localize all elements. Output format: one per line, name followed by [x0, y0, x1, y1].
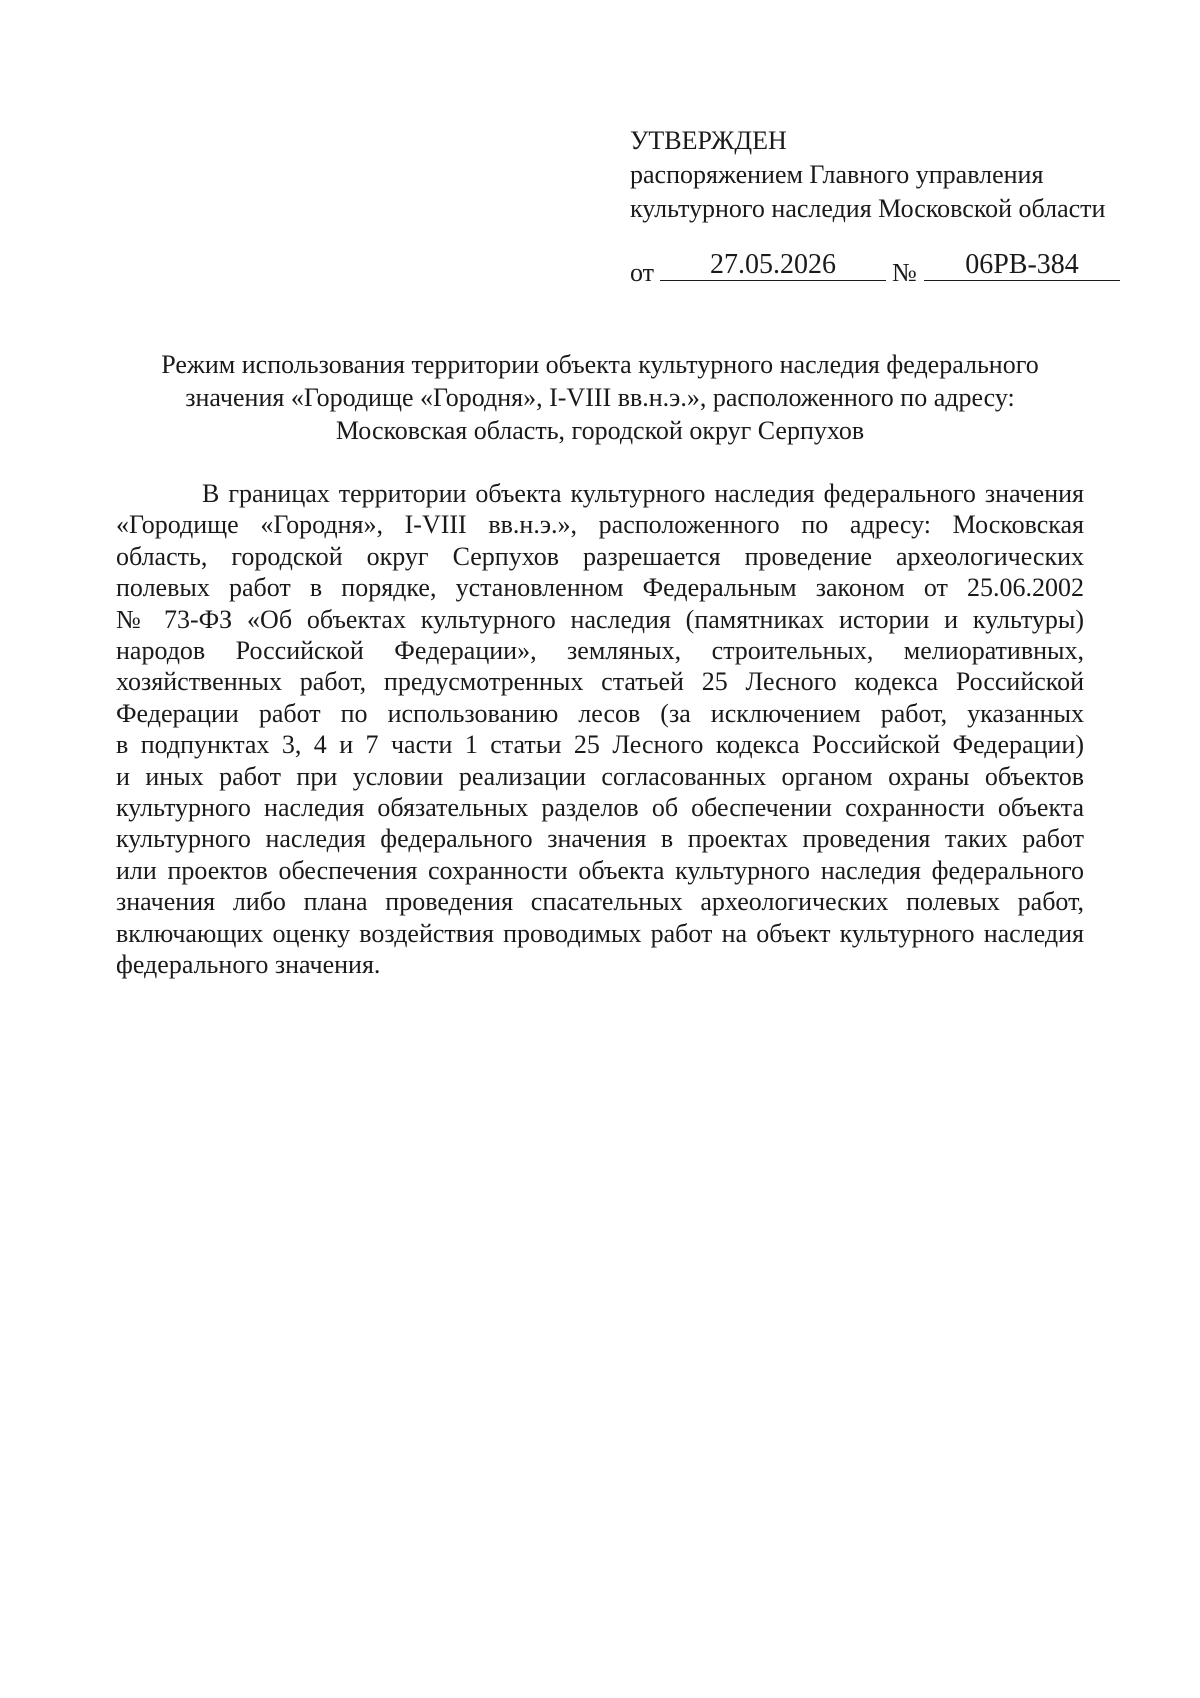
from-label: от	[630, 258, 655, 287]
approval-date-row	[630, 250, 1130, 286]
body-line: полевых работ в порядке, установленном Федеральным законом от 25.06.2002	[116, 573, 1084, 603]
body-line: Федерации работ по использованию лесов (за исключением работ, указанных	[116, 698, 1084, 728]
body-line: № 73-ФЗ «Об объектах культурного наследия (памятниках истории и культуры)	[116, 604, 1084, 634]
document-title	[116, 348, 1084, 447]
title-line: Московская область, городской округ Серпухов	[335, 416, 865, 445]
body-line: федерального значения.	[116, 950, 381, 980]
body-line: область, городской округ Серпухов разрешается проведение археологических	[116, 541, 1084, 571]
body-line: и иных работ при условии реализации согласованных органом охраны объектов	[116, 761, 1084, 791]
body-line: «Городище «Городня», I-VIII вв.н.э.», расположенного по адресу: Московская	[116, 510, 1084, 540]
body-line: в подпунктах 3, 4 и 7 части 1 статьи 25 Лесного кодекса Российской Федерации)	[116, 730, 1084, 760]
body-line: включающих оценку воздействия проводимых работ на объект культурного наследия	[116, 918, 1084, 948]
approval-date: 27.05.2026	[660, 250, 886, 281]
body-line: или проектов обеспечения сохранности объекта культурного наследия федерального	[116, 855, 1084, 885]
approval-number: 06РВ-384	[924, 250, 1120, 281]
body-line: В границах территории объекта культурного наследия федерального значения	[202, 479, 1084, 508]
body-line: хозяйственных работ, предусмотренных статьей 25 Лесного кодекса Российской	[116, 667, 1084, 697]
body-line: народов Российской Федерации», земляных, строительных, мелиоративных,	[116, 636, 1084, 666]
body-paragraph	[116, 478, 1084, 981]
body-line: культурного наследия обязательных разделов об обеспечении сохранности объекта	[116, 793, 1084, 823]
title-line: значения «Городище «Городня», I-VIII вв.н.э.», расположенного по адресу:	[185, 383, 1015, 412]
approval-heading: УТВЕРЖДЕН	[630, 126, 787, 155]
approval-line-2: культурного наследия Московской области	[630, 194, 1106, 223]
body-line: культурного наследия федерального значения в проектах проведения таких работ	[116, 824, 1084, 854]
approval-line-1: распоряжением Главного управления	[630, 160, 1044, 189]
title-line: Режим использования территории объекта культурного наследия федерального	[161, 350, 1039, 379]
body-line: значения либо плана проведения спасательных археологических полевых работ,	[116, 887, 1084, 917]
number-label: №	[892, 258, 917, 287]
approval-stamp	[630, 124, 1150, 226]
